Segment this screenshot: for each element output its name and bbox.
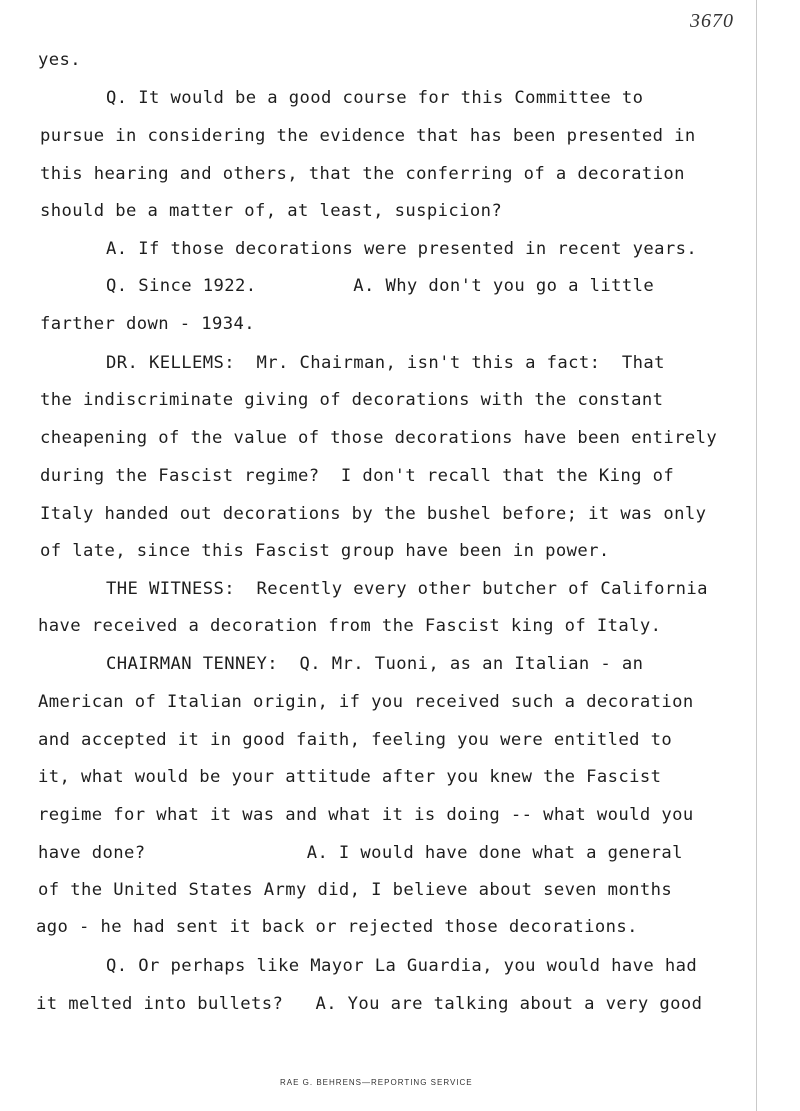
transcript-line: have done? A. I would have done what a general [38, 843, 683, 863]
transcript-line: CHAIRMAN TENNEY: Q. Mr. Tuoni, as an Italian - an [106, 654, 644, 674]
page-number: 3670 [690, 10, 734, 32]
transcript-line: and accepted it in good faith, feeling you were entitled to [38, 730, 673, 750]
transcript-line: ago - he had sent it back or rejected those decorations. [36, 917, 638, 937]
transcript-line: Italy handed out decorations by the bushel before; it was only [40, 504, 707, 524]
transcript-line: of late, since this Fascist group have been in power. [40, 541, 610, 561]
transcript-line: THE WITNESS: Recently every other butcher of California [106, 579, 708, 599]
transcript-line: A. If those decorations were presented in recent years. [106, 239, 698, 259]
transcript-line: Q. It would be a good course for this Committee to [106, 88, 644, 108]
transcript-line: DR. KELLEMS: Mr. Chairman, isn't this a fact: That [106, 353, 665, 373]
transcript-line: of the United States Army did, I believe about seven months [38, 880, 673, 900]
transcript-line: cheapening of the value of those decorations have been entirely [40, 428, 718, 448]
transcript-line: have received a decoration from the Fascist king of Italy. [38, 616, 662, 636]
transcript-line: it melted into bullets? A. You are talking about a very good [36, 994, 703, 1014]
transcript-line: regime for what it was and what it is doing -- what would you [38, 805, 694, 825]
transcript-line: the indiscriminate giving of decorations with the constant [40, 390, 664, 410]
transcript-line: Q. Or perhaps like Mayor La Guardia, you would have had [106, 956, 698, 976]
transcript-line: this hearing and others, that the conferring of a decoration [40, 164, 685, 184]
transcript-line: pursue in considering the evidence that has been presented in [40, 126, 696, 146]
transcript-line: Q. Since 1922. A. Why don't you go a little [106, 276, 655, 296]
transcript-line: it, what would be your attitude after you knew the Fascist [38, 767, 662, 787]
transcript-line: farther down - 1934. [40, 314, 255, 334]
reporting-service-footer: RAE G. BEHRENS—REPORTING SERVICE [280, 1078, 473, 1087]
transcript-line: yes. [38, 50, 81, 70]
transcript-line: during the Fascist regime? I don't recall that the King of [40, 466, 675, 486]
transcript-line: should be a matter of, at least, suspicion? [40, 201, 503, 221]
margin-rule [756, 0, 757, 1111]
transcript-line: American of Italian origin, if you received such a decoration [38, 692, 694, 712]
